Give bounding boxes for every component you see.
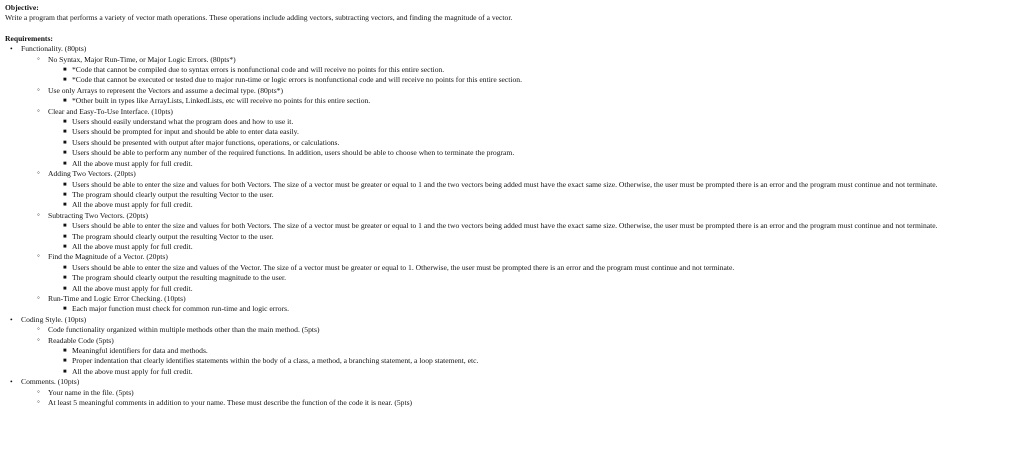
detail-item [62,304,1024,314]
requirement-section [5,377,1024,408]
detail-item [62,273,1024,283]
bullet-marker: ◦ [37,209,40,219]
detail-item [62,190,1024,200]
detail-item [62,242,1024,252]
criteria-list [35,388,1024,409]
detail-list [62,117,1024,169]
bullet-marker: ■ [63,264,67,271]
requirements-heading: Requirements: [5,33,53,43]
detail-text: Users should be prompted for input and should be able to enter data easily. [72,127,299,137]
criterion-label: Code functionality organized within multiple methods other than the main method. (5pts) [48,325,320,335]
bullet-marker: ■ [63,202,67,209]
bullet-marker: ■ [63,275,67,282]
section-label: Coding Style. (10pts) [21,314,87,324]
criterion-item [35,294,1024,315]
detail-text: *Other built in types like ArrayLists, LinkedLists, etc will receive no points for this entire section. [72,96,371,106]
bullet-marker: ■ [63,139,67,146]
bullet-marker: ■ [63,77,67,84]
detail-item [62,117,1024,127]
criterion-label: Clear and Easy-To-Use Interface. (10pts) [48,106,173,116]
bullet-marker: ■ [63,306,67,313]
criterion-item [35,211,1024,253]
bullet-marker: ◦ [37,292,40,302]
bullet-marker: ■ [63,243,67,250]
detail-text: All the above must apply for full credit. [72,366,193,376]
criterion-item [35,169,1024,211]
objective-heading: Objective: [5,3,39,12]
bullet-marker: ◦ [37,251,40,261]
detail-text: The program should clearly output the resulting Vector to the user. [72,189,274,199]
detail-text: The program should clearly output the resulting Vector to the user. [72,231,274,241]
bullet-marker: ◦ [37,53,40,63]
bullet-marker: ◦ [37,168,40,178]
detail-text: Meaningful identifiers for data and methods. [72,346,208,355]
detail-text: Proper indentation that clearly identifies statements within the body of a class, a method, a branching statement, a loop statement, etc. [72,356,479,366]
detail-list [62,304,1024,314]
detail-item [62,356,1024,366]
bullet-marker: ■ [63,358,67,365]
detail-list [62,96,1024,106]
criterion-label: Use only Arrays to represent the Vectors and assume a decimal type. (80pts*) [48,85,283,95]
criterion-item [35,325,1024,335]
criterion-label: Adding Two Vectors. (20pts) [48,169,136,179]
detail-item [62,138,1024,148]
criterion-label: Find the Magnitude of a Vector. (20pts) [48,252,168,262]
criterion-item [35,398,1024,408]
detail-text: *Code that cannot be compiled due to syntax errors is nonfunctional code and will receive no points for this entire section. [72,65,445,75]
detail-list [62,263,1024,294]
detail-text: *Code that cannot be executed or tested due to major run-time or logic errors is nonfunctional code and will receive no points for this entire section. [72,75,523,85]
criterion-item [35,107,1024,169]
criterion-label: No Syntax, Major Run-Time, or Major Logic Errors. (80pts*) [48,54,236,64]
requirement-section [5,315,1024,377]
detail-text: Users should easily understand what the program does and how to use it. [72,117,294,127]
detail-item [62,96,1024,106]
bullet-marker: ◦ [37,105,40,115]
detail-text: Users should be able to enter the size and values for both Vectors. The size of a vector must be greater or equal to 1 and the two vectors being added must have the exact same size. Otherwise, the user must be prompted there is an error and the program must continue and not terminate. [72,179,938,189]
criterion-item [35,336,1024,378]
detail-text: The program should clearly output the resulting magnitude to the user. [72,273,287,283]
criterion-item [35,55,1024,86]
criterion-label: Subtracting Two Vectors. (20pts) [48,210,149,220]
detail-item [62,75,1024,85]
detail-item [62,221,1024,231]
detail-text: All the above must apply for full credit. [72,158,193,168]
detail-item [62,346,1024,356]
detail-text: Each major function must check for common run-time and logic errors. [72,304,289,314]
detail-text: Users should be able to enter the size and values of the Vector. The size of a vector must be greater or equal to 1. Otherwise, the user must be prompted there is an error and the program must continue and not terminate. [72,262,735,272]
requirement-section [5,44,1024,315]
detail-item [62,180,1024,190]
criteria-list [35,325,1024,377]
detail-text: All the above must apply for full credit. [72,283,193,293]
bullet-marker: ■ [63,191,67,198]
bullet-marker: ■ [63,67,67,74]
detail-list [62,180,1024,211]
bullet-marker: • [10,377,13,387]
criterion-label: At least 5 meaningful comments in addition to your name. These must describe the function of the code it is near. (5pts) [48,398,413,408]
section-label: Comments. (10pts) [21,377,80,387]
detail-item [62,232,1024,242]
bullet-marker: ■ [63,129,67,136]
criteria-list [35,55,1024,315]
detail-item [62,200,1024,210]
detail-list [62,65,1024,86]
criterion-label: Your name in the file. (5pts) [48,387,134,397]
bullet-marker: ■ [63,119,67,126]
section-label: Functionality. (80pts) [21,44,87,54]
requirements-list [5,44,1024,408]
detail-item [62,284,1024,294]
bullet-marker: ■ [63,368,67,375]
bullet-marker: ■ [63,181,67,188]
bullet-marker: ■ [63,285,67,292]
bullet-marker: ■ [63,223,67,230]
bullet-marker: ■ [63,150,67,157]
criterion-label: Run-Time and Logic Error Checking. (10pts) [48,293,186,303]
bullet-marker: ■ [63,233,67,240]
detail-item [62,159,1024,169]
criterion-item [35,388,1024,398]
bullet-marker: ■ [63,160,67,167]
detail-item [62,65,1024,75]
detail-text: Users should be able to enter the size and values for both Vectors. The size of a vector must be greater or equal to 1 and the two vectors being added must have the exact same size. Otherwise, the user must be prompted there is an error and the program must continue and not terminate. [72,221,938,231]
detail-text: All the above must apply for full credit. [72,241,193,251]
detail-item [62,263,1024,273]
detail-text: Users should be able to perform any number of the required functions. In addition, users should be able to choose when to terminate the program. [72,148,515,158]
bullet-marker: ■ [63,348,67,354]
detail-item [62,127,1024,137]
objective-text: Write a program that performs a variety of vector math operations. These operations include adding vectors, subtracting vectors, and finding the magnitude of a vector. [5,13,513,23]
bullet-marker: ◦ [37,397,40,407]
detail-item [62,367,1024,377]
bullet-marker: ◦ [37,386,40,396]
bullet-marker: ◦ [37,84,40,94]
bullet-marker: ■ [63,98,67,105]
criterion-item [35,252,1024,294]
detail-list [62,346,1024,377]
bullet-marker: • [10,44,13,54]
bullet-marker: ◦ [37,324,40,334]
detail-text: All the above must apply for full credit. [72,200,193,210]
section-gap [5,24,1024,34]
detail-text: Users should be presented with output after major functions, operations, or calculations. [72,137,340,147]
detail-item [62,148,1024,158]
bullet-marker: • [10,314,13,324]
detail-list [62,221,1024,252]
bullet-marker: ◦ [37,334,40,344]
criterion-label: Readable Code (5pts) [48,335,114,345]
criterion-item [35,86,1024,107]
